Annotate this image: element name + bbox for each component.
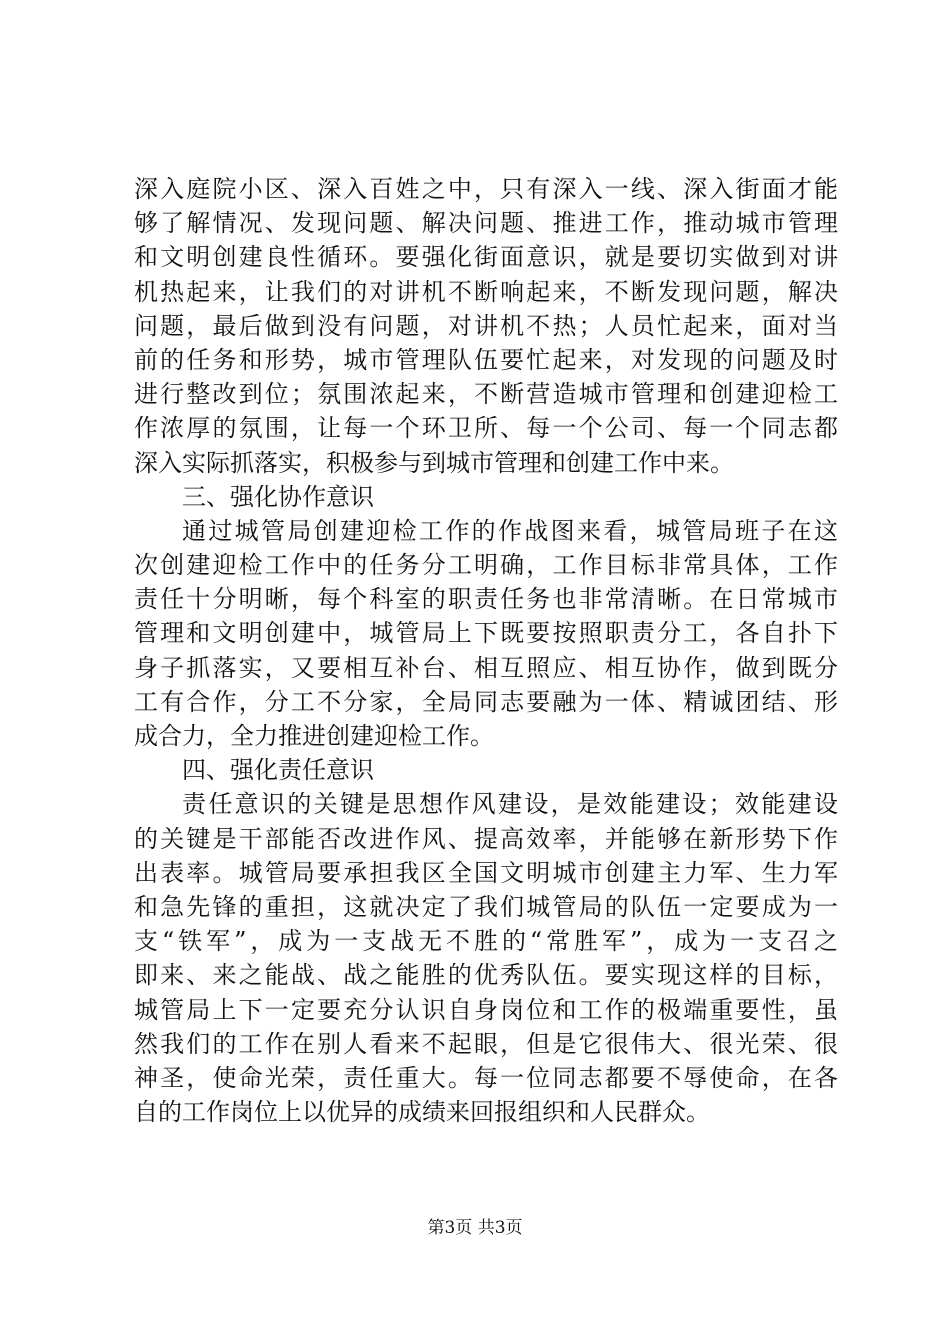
text-line: 作浓厚的氛围，让每一个环卫所、每一个公司、每一个同志都 [134,414,838,443]
text-line: 责任意识的关键是思想作风建设，是效能建设；效能建设 [182,790,838,819]
text-line: 前的任务和形势，城市管理队伍要忙起来，对发现的问题及时 [134,345,838,374]
text-line: 身子抓落实，又要相互补台、相互照应、相互协作，做到既分 [134,653,838,682]
text-line: 神圣，使命光荣，责任重大。每一位同志都要不辱使命，在各 [134,1063,838,1092]
text-line: 然我们的工作在别人看来不起眼，但是它很伟大、很光荣、很 [134,1029,838,1058]
text-line: 和急先锋的重担，这就决定了我们城管局的队伍一定要成为一 [134,892,838,921]
text-line: 问题，最后做到没有问题，对讲机不热；人员忙起来，面对当 [134,311,838,340]
text-line: 成合力，全力推进创建迎检工作。 [134,722,494,750]
text-line: 自的工作岗位上以优异的成绩来回报组织和人民群众。 [134,1098,710,1127]
text-line: 和文明创建良性循环。要强化街面意识，就是要切实做到对讲 [134,243,838,272]
text-line: 够了解情况、发现问题、解决问题、推进工作，推动城市管理 [134,209,838,238]
text-line: 即来、来之能战、战之能胜的优秀队伍。要实现这样的目标， [134,961,838,990]
text-line: 次创建迎检工作中的任务分工明确，工作目标非常具体，工作 [134,551,838,580]
text-line: 管理和文明创建中，城管局上下既要按照职责分工，各自扑下 [134,619,838,648]
section-heading-3: 三、强化协作意识 [182,482,374,511]
text-line: 出表率。城管局要承担我区全国文明城市创建主力军、生力军 [134,858,838,887]
text-line: 城管局上下一定要充分认识自身岗位和工作的极端重要性，虽 [134,995,838,1024]
document-body [134,172,838,1129]
text-line: 支“铁军”，成为一支战无不胜的“常胜军”，成为一支召之 [134,927,838,956]
text-line: 责任十分明晰，每个科室的职责任务也非常清晰。在日常城市 [134,585,838,614]
text-line: 深入庭院小区、深入百姓之中，只有深入一线、深入街面才能 [134,175,838,203]
text-line: 进行整改到位；氛围浓起来，不断营造城市管理和创建迎检工 [134,380,838,409]
page-number-footer: 第3页 共3页 [427,1218,523,1238]
text-line: 工有合作，分工不分家，全局同志要融为一体、精诚团结、形 [134,687,838,716]
text-line: 机热起来，让我们的对讲机不断响起来，不断发现问题，解决 [134,277,838,306]
section-heading-4: 四、强化责任意识 [182,756,374,785]
text-line: 的关键是干部能否改进作风、提高效率，并能够在新形势下作 [134,824,838,853]
text-line: 深入实际抓落实，积极参与到城市管理和创建工作中来。 [134,448,734,477]
text-line: 通过城管局创建迎检工作的作战图来看，城管局班子在这 [182,516,838,545]
